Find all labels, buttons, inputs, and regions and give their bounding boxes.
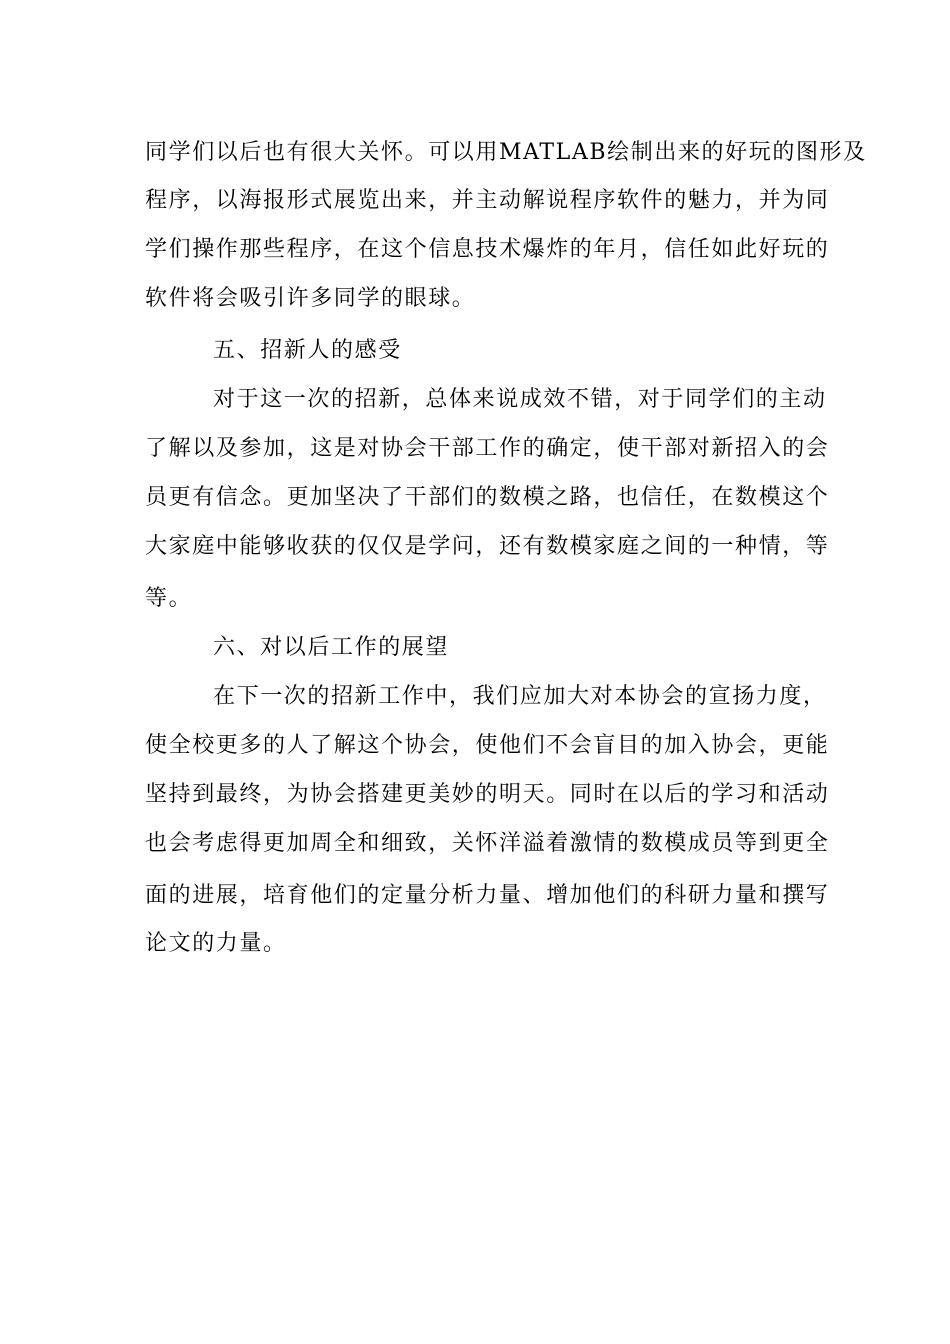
paragraph-line: 等。	[145, 586, 193, 611]
section-heading: 五、招新人的感受	[213, 338, 402, 363]
paragraph-line: 也会考虑得更加周全和细致，关怀洋溢着激情的数模成员等到更全	[145, 831, 830, 856]
paragraph-line: 对于这一次的招新，总体来说成效不错，对于同学们的主动	[213, 387, 827, 412]
paragraph-line: 同学们以后也有很大关怀。可以用MATLAB绘制出来的好玩的图形及	[145, 140, 867, 165]
paragraph-line: 在下一次的招新工作中，我们应加大对本协会的宣扬力度，	[213, 684, 827, 709]
paragraph-line: 员更有信念。更加坚决了干部们的数模之路，也信任，在数模这个	[145, 485, 830, 510]
paragraph-line: 面的进展，培育他们的定量分析力量、增加他们的科研力量和撰写	[145, 883, 830, 908]
paragraph-line: 学们操作那些程序，在这个信息技术爆炸的年月，信任如此好玩的	[145, 237, 830, 262]
paragraph-line: 程序，以海报形式展览出来，并主动解说程序软件的魅力，并为同	[145, 188, 830, 213]
paragraph-line: 论文的力量。	[145, 931, 287, 956]
section-heading: 六、对以后工作的展望	[213, 635, 450, 660]
paragraph-line: 了解以及参加，这是对协会干部工作的确定，使干部对新招入的会	[145, 436, 830, 461]
paragraph-line: 大家庭中能够收获的仅仅是学问，还有数模家庭之间的一种情，等	[145, 534, 830, 559]
paragraph-line: 使全校更多的人了解这个协会，使他们不会盲目的加入协会，更能	[145, 733, 830, 758]
paragraph-line: 坚持到最终，为协会搭建更美妙的明天。同时在以后的学习和活动	[145, 782, 830, 807]
paragraph-line: 软件将会吸引许多同学的眼球。	[145, 286, 476, 311]
